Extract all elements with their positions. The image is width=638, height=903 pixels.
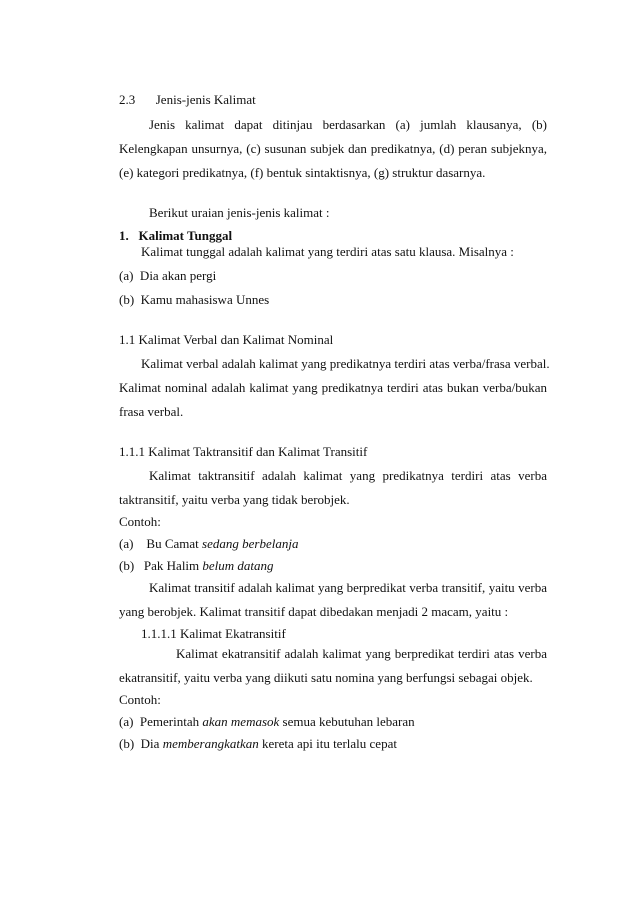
example-b-italic: belum datang [202, 558, 274, 573]
section-heading [119, 92, 547, 108]
example-a-italic: sedang berbelanja [202, 536, 299, 551]
transitif-desc-1: Kalimat transitif adalah kalimat yang berpredikat verba transitif, yaitu verba [149, 580, 547, 595]
eka-example-a-suffix: semua kebutuhan lebaran [279, 714, 415, 729]
eka-example-a-italic: akan memasok [202, 714, 280, 729]
example-a-text: (a) Bu Camat [119, 536, 203, 551]
ekatransitif-desc-1: Kalimat ekatransitif adalah kalimat yang berpredikat terdiri atas verba [176, 646, 547, 661]
intro-line-3: (e) kategori predikatnya, (f) bentuk sintaktisnya, (g) struktur dasarnya. [119, 165, 486, 180]
lead-text: Berikut uraian jenis-jenis kalimat : [149, 205, 330, 220]
ekatransitif-example-a [119, 714, 547, 730]
eka-example-b-text: (b) Dia [119, 736, 163, 751]
tunggal-example-b: (b) Kamu mahasiswa Unnes [119, 292, 270, 307]
section-title: Jenis-jenis Kalimat [155, 92, 256, 107]
eka-example-a-text: (a) Pemerintah [119, 714, 203, 729]
tunggal-heading: 1. Kalimat Tunggal [119, 228, 233, 243]
ekatransitif-contoh-label: Contoh: [119, 692, 161, 707]
ekatransitif-desc-2: ekatransitif, yaitu verba yang diikuti satu nomina yang berfungsi sebagai objek. [119, 670, 533, 685]
ekatransitif-heading: 1.1.1.1 Kalimat Ekatransitif [141, 626, 286, 641]
eka-example-b-suffix: kereta api itu terlalu cepat [258, 736, 397, 751]
taktransitif-heading: 1.1.1 Kalimat Taktransitif dan Kalimat Transitif [119, 444, 368, 459]
taktransitif-example-a [119, 536, 547, 552]
taktransitif-desc-1: Kalimat taktransitif adalah kalimat yang predikatnya terdiri atas verba [149, 468, 547, 483]
intro-line-2: Kelengkapan unsurnya, (c) susunan subjek dan predikatnya, (d) peran subjeknya, [119, 141, 547, 156]
section-number: 2.3 [119, 92, 136, 107]
eka-example-b-italic: memberangkatkan [162, 736, 259, 751]
verbal-desc-2: Kalimat nominal adalah kalimat yang predikatnya terdiri atas bukan verba/bukan [119, 380, 547, 395]
taktransitif-example-b [119, 558, 547, 574]
verbal-desc-3: frasa verbal. [119, 404, 184, 419]
tunggal-example-a: (a) Dia akan pergi [119, 268, 217, 283]
example-b-text: (b) Pak Halim [119, 558, 203, 573]
taktransitif-desc-2: taktransitif, yaitu verba yang tidak berobjek. [119, 492, 350, 507]
taktransitif-contoh-label: Contoh: [119, 514, 161, 529]
transitif-desc-2: yang berobjek. Kalimat transitif dapat dibedakan menjadi 2 macam, yaitu : [119, 604, 509, 619]
verbal-desc-1: Kalimat verbal adalah kalimat yang predikatnya terdiri atas verba/frasa verbal. [141, 356, 550, 371]
tunggal-desc: Kalimat tunggal adalah kalimat yang terdiri atas satu klausa. Misalnya : [141, 244, 514, 259]
verbal-heading: 1.1 Kalimat Verbal dan Kalimat Nominal [119, 332, 334, 347]
ekatransitif-example-b [119, 736, 547, 752]
intro-line-1: Jenis kalimat dapat ditinjau berdasarkan (a) jumlah klausanya, (b) [149, 117, 547, 132]
